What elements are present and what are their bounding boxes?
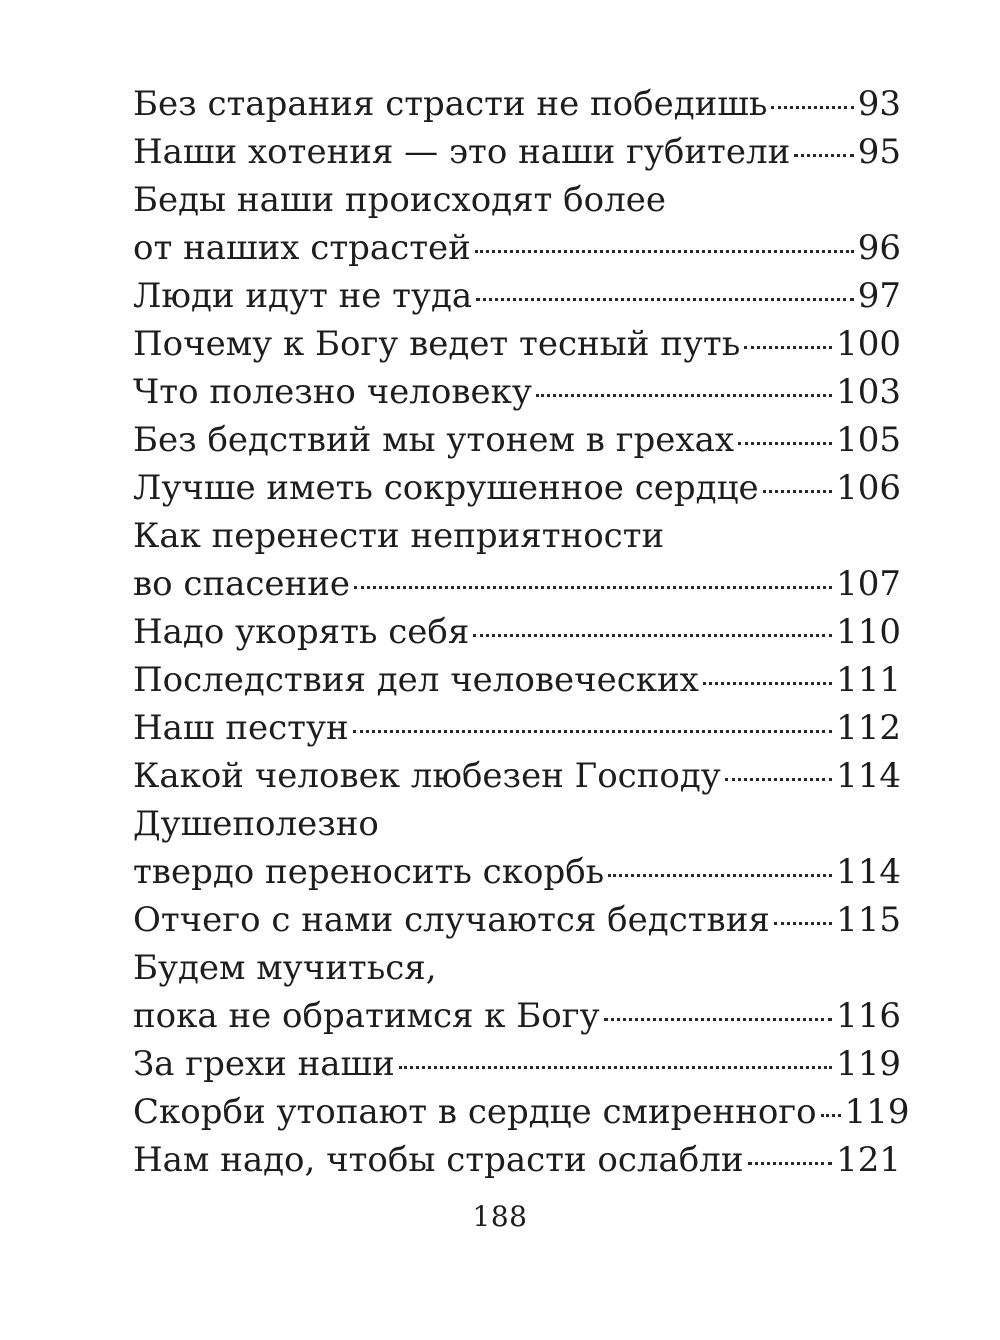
toc-entry-title-line1: Беды наши происходят более — [133, 180, 666, 220]
toc-leader-dots — [536, 394, 832, 397]
toc-leader-dots — [354, 586, 832, 589]
toc-entry-title: Наш пестун — [133, 708, 349, 748]
toc-page-number: 100 — [836, 324, 901, 364]
toc-page-number: 119 — [844, 1092, 910, 1132]
toc-entry-title: Почему к Богу ведет тесный путь — [133, 324, 741, 364]
toc-page-number: 119 — [836, 1044, 901, 1084]
toc-page-number: 103 — [836, 372, 901, 412]
toc-page-number: 112 — [836, 708, 901, 748]
toc-entry — [133, 80, 901, 128]
toc-entry-title: Отчего с нами случаются бедствия — [133, 900, 770, 940]
toc-leader-dots — [473, 634, 832, 637]
toc-leader-dots — [703, 682, 832, 685]
toc-entry-title: во спасение — [133, 564, 350, 604]
toc-page-number: 111 — [836, 660, 901, 700]
toc-leader-dots — [821, 1114, 841, 1117]
toc-page-number: 114 — [836, 756, 901, 796]
toc-leader-dots — [475, 250, 854, 253]
toc-leader-dots — [744, 346, 832, 349]
toc-entry-title: Что полезно человеку — [133, 372, 532, 412]
toc-page-number: 116 — [836, 996, 901, 1036]
toc-entry-title: Наши хотения — это наши губители — [133, 132, 791, 172]
toc-entry — [133, 656, 901, 704]
toc-entry-title: Лучше иметь сокрушенное сердце — [133, 468, 759, 508]
toc-entry-title: от наших страстей — [133, 228, 471, 268]
toc-entry-title: Надо укорять себя — [133, 612, 470, 652]
toc-page-number: 105 — [836, 420, 901, 460]
toc-entry — [133, 1040, 901, 1088]
toc-leader-dots — [774, 922, 832, 925]
toc-entry-title-line1: Будем мучиться, — [133, 948, 437, 988]
toc-entry — [133, 1088, 910, 1136]
toc-entry — [133, 608, 901, 656]
toc-entry-title-line1: Как перенести неприятности — [133, 516, 665, 556]
toc-page-number: 97 — [857, 276, 901, 316]
toc-leader-dots — [738, 442, 832, 445]
toc-entry — [133, 896, 901, 944]
toc-page-number: 95 — [857, 132, 901, 172]
toc-entry — [133, 128, 901, 176]
toc-entry — [133, 944, 901, 1040]
toc-leader-dots — [763, 490, 833, 493]
toc-entry — [133, 800, 901, 896]
toc-page-number: 107 — [836, 564, 901, 604]
toc-page-number: 110 — [836, 612, 901, 652]
toc-page-number: 96 — [857, 228, 901, 268]
toc-entry — [133, 176, 901, 272]
toc-entry-title: Без бедствий мы утонем в грехах — [133, 420, 735, 460]
toc-leader-dots — [725, 778, 832, 781]
toc-entry — [133, 416, 901, 464]
toc-leader-dots — [353, 730, 832, 733]
toc-entry-title: За грехи наши — [133, 1044, 395, 1084]
toc-entry-title-line1: Душеполезно — [133, 804, 379, 844]
toc-entry-title: Нам надо, чтобы страсти ослабли — [133, 1140, 744, 1180]
toc-entry — [133, 512, 901, 608]
toc-leader-dots — [748, 1162, 833, 1165]
toc-entry — [133, 464, 901, 512]
page-number-footer: 188 — [472, 1200, 528, 1233]
toc-leader-dots — [794, 154, 853, 157]
toc-entry-title: твердо переносить скорбь — [133, 852, 605, 892]
toc-page-number: 114 — [836, 852, 901, 892]
table-of-contents — [133, 80, 910, 1184]
toc-entry-title: Последствия дел человеческих — [133, 660, 699, 700]
toc-entry-title: Без старания страсти не победишь — [133, 84, 768, 124]
toc-entry — [133, 320, 901, 368]
toc-entry-title: пока не обратимся к Богу — [133, 996, 600, 1036]
toc-page-number: 93 — [857, 84, 901, 124]
toc-entry — [133, 272, 901, 320]
toc-entry — [133, 752, 901, 800]
toc-entry-title: Какой человек любезен Господу — [133, 756, 721, 796]
toc-leader-dots — [476, 298, 854, 301]
toc-page-number: 121 — [836, 1140, 901, 1180]
toc-leader-dots — [604, 1018, 833, 1021]
toc-leader-dots — [608, 874, 832, 877]
toc-page-number: 115 — [836, 900, 901, 940]
toc-entry-title: Люди идут не туда — [133, 276, 473, 316]
toc-leader-dots — [771, 106, 853, 109]
toc-entry — [133, 704, 901, 752]
toc-entry — [133, 368, 901, 416]
toc-leader-dots — [399, 1066, 832, 1069]
toc-entry-title: Скорби утопают в сердце смиренного — [133, 1092, 817, 1132]
toc-page-number: 106 — [836, 468, 901, 508]
toc-entry — [133, 1136, 901, 1184]
